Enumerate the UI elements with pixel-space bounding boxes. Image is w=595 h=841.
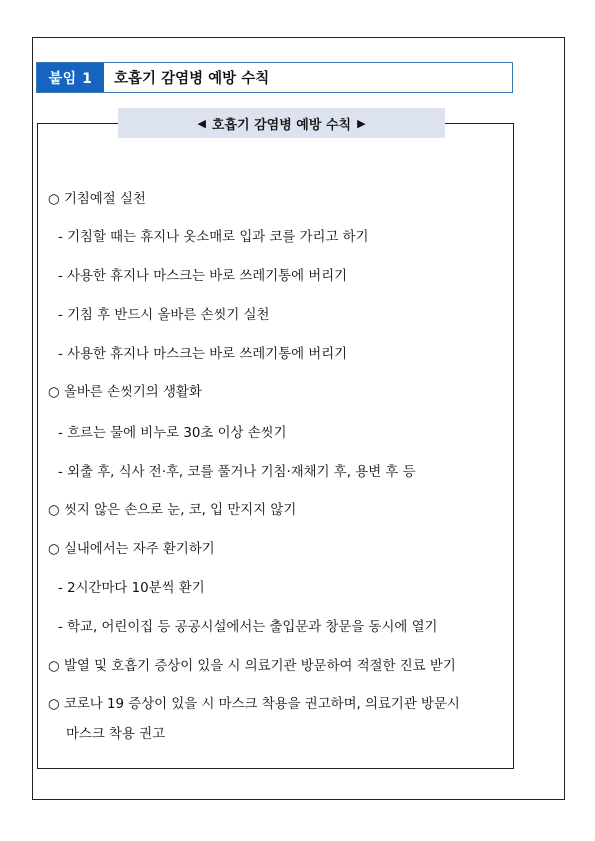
rule-item: ○ 실내에서는 자주 환기하기 bbox=[48, 542, 215, 557]
section-banner bbox=[118, 108, 445, 138]
attachment-title: 호흡기 감염병 예방 수칙 bbox=[114, 71, 270, 87]
rule-subitem: - 사용한 휴지나 마스크는 바로 쓰레기통에 버리기 bbox=[58, 269, 348, 284]
attachment-tag: 붙임 1 bbox=[37, 63, 104, 92]
left-triangle-icon: ◀ bbox=[197, 116, 206, 130]
rule-subitem: - 사용한 휴지나 마스크는 바로 쓰레기통에 버리기 bbox=[58, 347, 348, 362]
rule-item: ○ 기침예절 실천 bbox=[48, 192, 146, 207]
rule-item: ○ 발열 및 호흡기 증상이 있을 시 의료기관 방문하여 적절한 진료 받기 bbox=[48, 659, 456, 674]
rule-subitem: - 2시간마다 10분씩 환기 bbox=[58, 581, 205, 596]
attachment-header bbox=[36, 62, 513, 93]
rule-item: ○ 코로나 19 증상이 있을 시 마스크 착용을 권고하며, 의료기관 방문시 bbox=[48, 697, 460, 712]
rule-subitem: - 기침할 때는 휴지나 옷소매로 입과 코를 가리고 하기 bbox=[58, 230, 369, 245]
rule-subitem: - 흐르는 물에 비누로 30초 이상 손씻기 bbox=[58, 426, 287, 441]
rule-subitem: - 외출 후, 식사 전·후, 코를 풀거나 기침·재채기 후, 용변 후 등 bbox=[58, 465, 416, 480]
right-triangle-icon: ▶ bbox=[357, 116, 366, 130]
rule-item: ○ 올바른 손씻기의 생활화 bbox=[48, 385, 202, 400]
rule-item: ○ 씻지 않은 손으로 눈, 코, 입 만지지 않기 bbox=[48, 503, 297, 518]
rule-item-continuation: 마스크 착용 권고 bbox=[66, 727, 166, 742]
banner-title: 호흡기 감염병 예방 수칙 bbox=[211, 117, 352, 133]
rule-subitem: - 기침 후 반드시 올바른 손씻기 실천 bbox=[58, 308, 270, 323]
rule-subitem: - 학교, 어린이집 등 공공시설에서는 출입문과 창문을 동시에 열기 bbox=[58, 620, 438, 635]
